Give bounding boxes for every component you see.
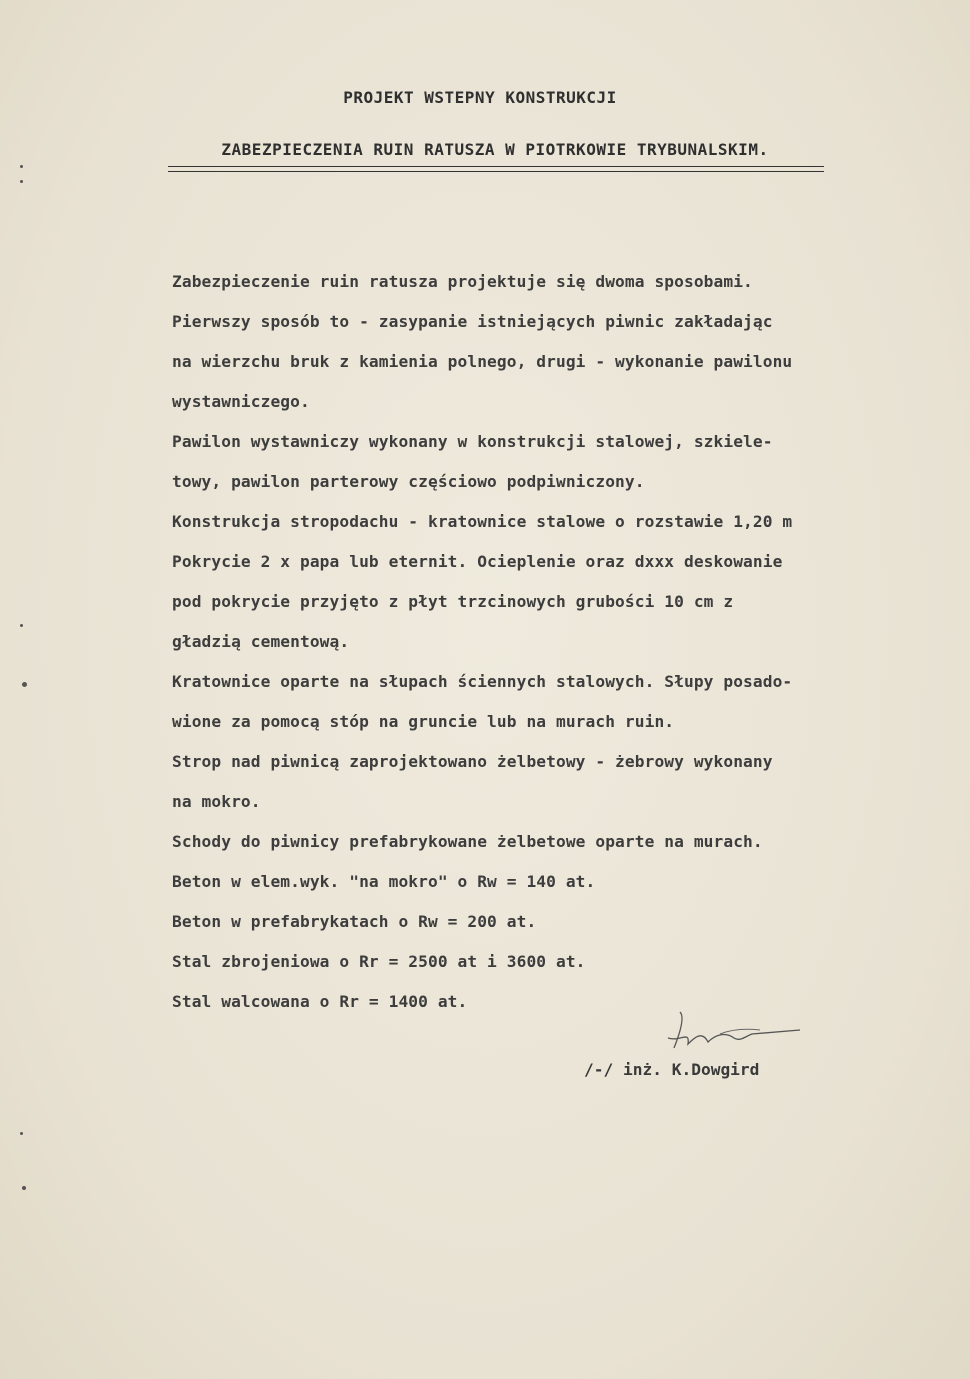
paper-speck [20, 1132, 23, 1135]
paper-speck [20, 180, 23, 183]
body-line: Beton w prefabrykatach o Rw = 200 at. [172, 912, 537, 931]
body-line: gładzią cementową. [172, 632, 350, 651]
body-line: Stal walcowana o Rr = 1400 at. [172, 992, 468, 1011]
body-line: Zabezpieczenie ruin ratusza projektuje się dwoma sposobami. [172, 272, 753, 291]
title-underline [168, 166, 824, 167]
body-line: Konstrukcja stropodachu - kratownice stalowe o rozstawie 1,20 m [172, 512, 793, 531]
title-underline-double [168, 171, 824, 172]
body-line: Beton w elem.wyk. "na mokro" o Rw = 140 at. [172, 872, 596, 891]
signatory-name: /-/ inż. K.Dowgird [584, 1060, 760, 1079]
body-line: pod pokrycie przyjęto z płyt trzcinowych grubości 10 cm z [172, 592, 734, 611]
body-line: na mokro. [172, 792, 261, 811]
body-line: Pawilon wystawniczy wykonany w konstrukcji stalowej, szkiele- [172, 432, 773, 451]
paper-speck [22, 1186, 26, 1190]
body-line: wione za pomocą stóp na gruncie lub na murach ruin. [172, 712, 675, 731]
body-line: wystawniczego. [172, 392, 310, 411]
paper-speck [22, 682, 27, 687]
paper-speck [20, 165, 23, 168]
body-line: towy, pawilon parterowy częściowo podpiwniczony. [172, 472, 645, 491]
document-title: PROJEKT WSTEPNY KONSTRUKCJI [343, 88, 617, 107]
body-line: Pokrycie 2 x papa lub eternit. Ocieplenie oraz dxxx deskowanie [172, 552, 783, 571]
body-line: Stal zbrojeniowa o Rr = 2500 at i 3600 at. [172, 952, 586, 971]
body-line: Strop nad piwnicą zaprojektowano żelbetowy - żebrowy wykonany [172, 752, 773, 771]
body-line: na wierzchu bruk z kamienia polnego, drugi - wykonanie pawilonu [172, 352, 793, 371]
paper-speck [20, 624, 23, 627]
handwritten-signature [660, 1008, 810, 1058]
body-line: Kratownice oparte na słupach ściennych stalowych. Słupy posado- [172, 672, 793, 691]
document-subtitle: ZABEZPIECZENIA RUIN RATUSZA W PIOTRKOWIE TRYBUNALSKIM. [221, 140, 769, 159]
body-line: Schody do piwnicy prefabrykowane żelbetowe oparte na murach. [172, 832, 763, 851]
body-line: Pierwszy sposób to - zasypanie istniejących piwnic zakładając [172, 312, 773, 331]
